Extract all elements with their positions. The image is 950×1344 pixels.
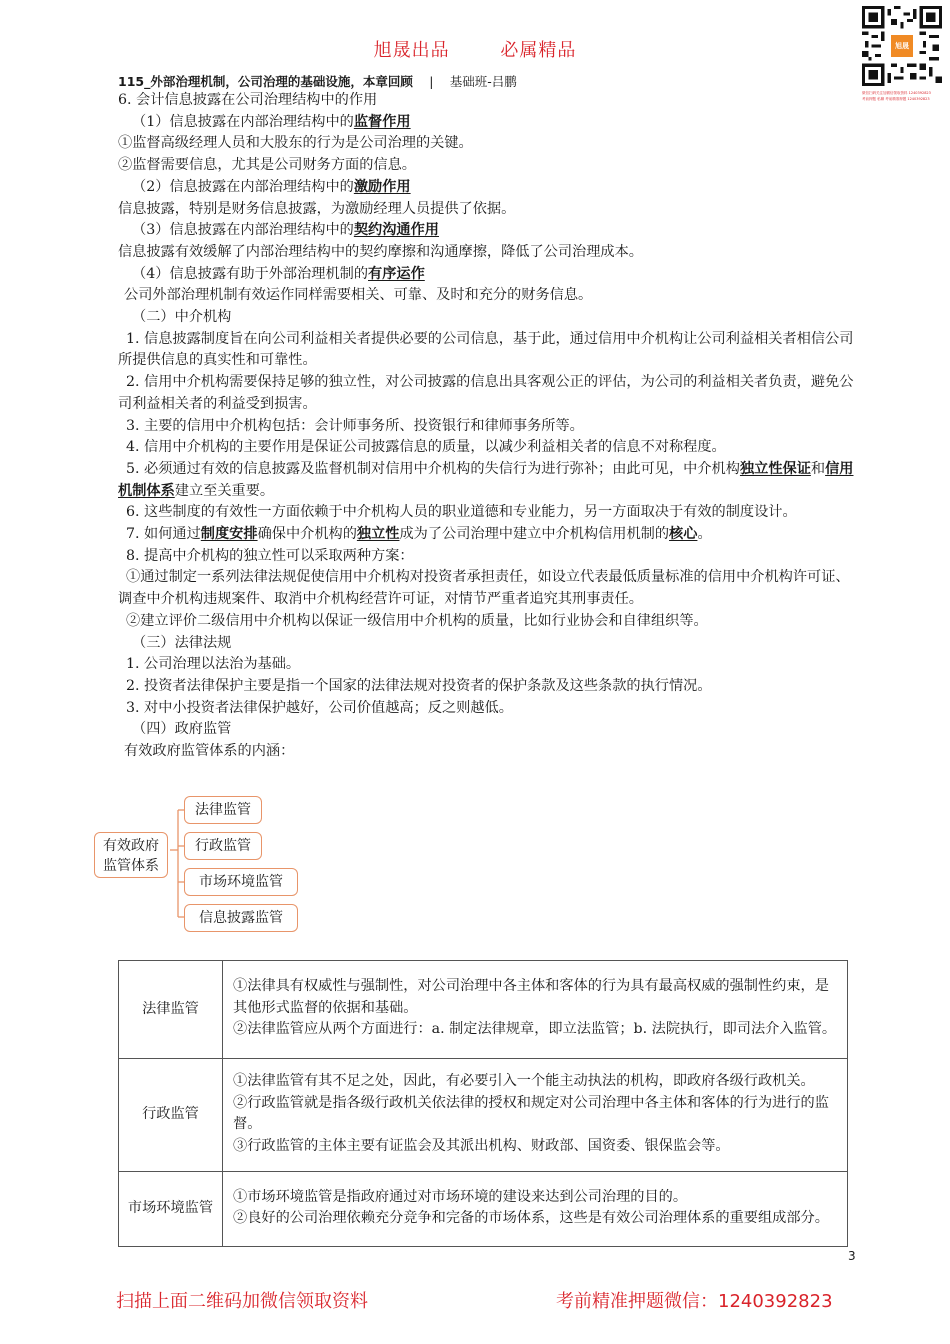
- keyword: 独立性: [356, 526, 400, 543]
- table-content-cell: [223, 961, 848, 1059]
- paragraph: 5. 必须通过有效的信息披露及监督机制对信用中介机构的失信行为进行弥补；由此可见，中介机构独立性保证和信用机制体系建立至关重要。: [118, 460, 854, 499]
- paragraph: （4）信息披露有助于外部治理机制的有序运作: [132, 265, 425, 282]
- section-heading: 6. 会计信息披露在公司治理结构中的作用: [118, 92, 378, 108]
- table-line: ①市场环境监管是指政府通过对市场环境的建设来达到公司治理的目的。: [233, 1188, 688, 1205]
- keyword: 独立性保证: [739, 460, 811, 477]
- page-number: 3: [848, 1249, 856, 1263]
- paragraph: 信息披露，特别是财务信息披露，为激励经理人员提供了依据。: [118, 200, 516, 217]
- table-category-cell: 市场环境监管: [119, 1172, 223, 1247]
- qr-caption: [862, 90, 948, 102]
- table-line: ②行政监管就是指各级行政机关依法律的授权和规定对公司治理中各主体和客体的行为进行的监督。: [233, 1094, 829, 1132]
- table-row: [119, 1059, 848, 1172]
- table-line: ②良好的公司治理依赖充分竞争和完备的市场体系，这些是有效公司治理体系的重要组成部分。: [233, 1210, 829, 1226]
- paragraph: ②监督需要信息，尤其是公司财务方面的信息。: [118, 157, 416, 174]
- diagram-branch-node: 市场环境监管: [184, 868, 298, 896]
- section-heading: （三）法律法规: [132, 634, 232, 651]
- paragraph: 1. 信息披露制度旨在向公司利益相关者提供必要的公司信息，基于此，通过信用中介机构让公司利益相关者相信公司所提供信息的真实性和可靠性。: [118, 330, 854, 369]
- table-category-cell: 法律监管: [119, 961, 223, 1059]
- diagram-branch-node: 法律监管: [184, 796, 262, 824]
- footer-right-text: 考前精准押题微信：1240392823: [556, 1291, 833, 1312]
- table-category-cell: 行政监管: [119, 1059, 223, 1172]
- keyword: 核心: [669, 526, 698, 543]
- table-line: ②法律监管应从两个方面进行：a. 制定法律规章，即立法监管；b. 法院执行，即司法介入监管。: [233, 1021, 837, 1038]
- supervision-table: [118, 960, 848, 1247]
- main-content: [118, 90, 862, 763]
- keyword: 制度安排: [200, 526, 258, 543]
- paragraph: （3）信息披露在内部治理结构中的契约沟通作用: [132, 222, 439, 239]
- diagram-root-node: [94, 832, 168, 878]
- table-row: [119, 1172, 848, 1247]
- paragraph: 4. 信用中介机构的主要作用是保证公司披露信息的质量，以减少利益相关者的信息不对称程度。: [126, 439, 726, 456]
- qr-caption-line-2: 考前押题 私聊 考前精准押题 1240392823: [862, 97, 930, 101]
- diagram-root-line-2: 监管体系: [103, 858, 159, 874]
- paragraph: 6. 这些制度的有效性一方面依赖于中介机构人员的职业道德和专业能力，另一方面取决于有效的制度设计。: [126, 504, 797, 521]
- keyword: 监督作用: [353, 113, 411, 130]
- qr-center-logo: 旭晟: [895, 42, 909, 50]
- paragraph: 8. 提高中介机构的独立性可以采取两种方案：: [126, 547, 414, 564]
- paragraph: 3. 对中小投资者法律保护越好，公司价值越高；反之则越低。: [126, 699, 513, 716]
- keyword: 契约沟通作用: [353, 222, 439, 239]
- paragraph: ②建立评价二级信用中介机构以保证一级信用中介机构的质量，比如行业协会和自律组织等。: [126, 612, 708, 629]
- footer-left-text: 扫描上面二维码加微信领取资料: [116, 1291, 368, 1312]
- table-content-cell: [223, 1172, 848, 1247]
- section-heading: （二）中介机构: [132, 309, 232, 326]
- paragraph: 2. 信用中介机构需要保持足够的独立性，对公司披露的信息出具客观公正的评估，为公司的利益相关者负责，避免公司利益相关者的利益受到损害。: [118, 374, 854, 412]
- table-content-cell: [223, 1059, 848, 1172]
- header-title: 115_外部治理机制，公司治理的基础设施，本章回顾: [118, 74, 413, 89]
- keyword: 信用机制体系: [118, 460, 854, 499]
- qr-caption-line-1: 微信扫码关注加微信领取资料 1240392823: [862, 91, 931, 95]
- keyword: 激励作用: [353, 178, 411, 195]
- paragraph: 公司外部治理机制有效运作同样需要相关、可靠、及时和充分的财务信息。: [124, 287, 593, 304]
- header-class-name: 基础班-吕鹏: [449, 74, 517, 89]
- diagram-branch-node: 信息披露监管: [184, 904, 298, 932]
- paragraph: 信息披露有效缓解了内部治理结构中的契约摩擦和沟通摩擦，降低了公司治理成本。: [118, 243, 643, 260]
- diagram-root-line-1: 有效政府: [103, 838, 159, 854]
- banner-left: 旭晟出品: [373, 40, 450, 61]
- paragraph: （2）信息披露在内部治理结构中的激励作用: [132, 178, 411, 195]
- header-separator: |: [429, 74, 434, 89]
- paragraph: 7. 如何通过制度安排确保中介机构的独立性成为了公司治理中建立中介机构信用机制的核心。: [126, 526, 712, 543]
- paragraph: 3. 主要的信用中介机构包括：会计师事务所、投资银行和律师事务所等。: [126, 417, 584, 434]
- banner-right: 必属精品: [500, 40, 577, 61]
- paragraph: 有效政府监管体系的内涵：: [124, 743, 295, 760]
- paragraph: ①通过制定一系列法律法规促使信用中介机构对投资者承担责任，如设立代表最低质量标准的信用中介机构许可证、调查中介机构违规案件、取消中介机构经营许可证，对情节严重者追究其刑事责任。: [118, 569, 850, 608]
- gov-supervision-diagram: [92, 790, 322, 940]
- top-banner: [0, 36, 950, 62]
- table-line: ③行政监管的主体主要有证监会及其派出机构、财政部、国资委、银保监会等。: [233, 1137, 730, 1154]
- paragraph: （1）信息披露在内部治理结构中的监督作用: [132, 113, 411, 130]
- section-heading: （四）政府监管: [132, 721, 232, 738]
- paragraph: 2. 投资者法律保护主要是指一个国家的法律法规对投资者的保护条款及这些条款的执行情况。: [126, 677, 712, 694]
- table-row: [119, 961, 848, 1059]
- table-line: ①法律具有权威性与强制性，对公司治理中各主体和客体的行为具有最高权威的强制性约束，是其他形式监督的依据和基础。: [233, 978, 829, 1016]
- diagram-branch-node: 行政监管: [184, 832, 262, 860]
- paragraph: 1. 公司治理以法治为基础。: [126, 656, 301, 673]
- table-line: ①法律监管有其不足之处，因此，有必要引入一个能主动执法的机构，即政府各级行政机关。: [233, 1073, 815, 1089]
- doc-header: [118, 72, 517, 90]
- paragraph: ①监督高级经理人员和大股东的行为是公司治理的关键。: [118, 135, 473, 152]
- keyword: 有序运作: [368, 265, 425, 282]
